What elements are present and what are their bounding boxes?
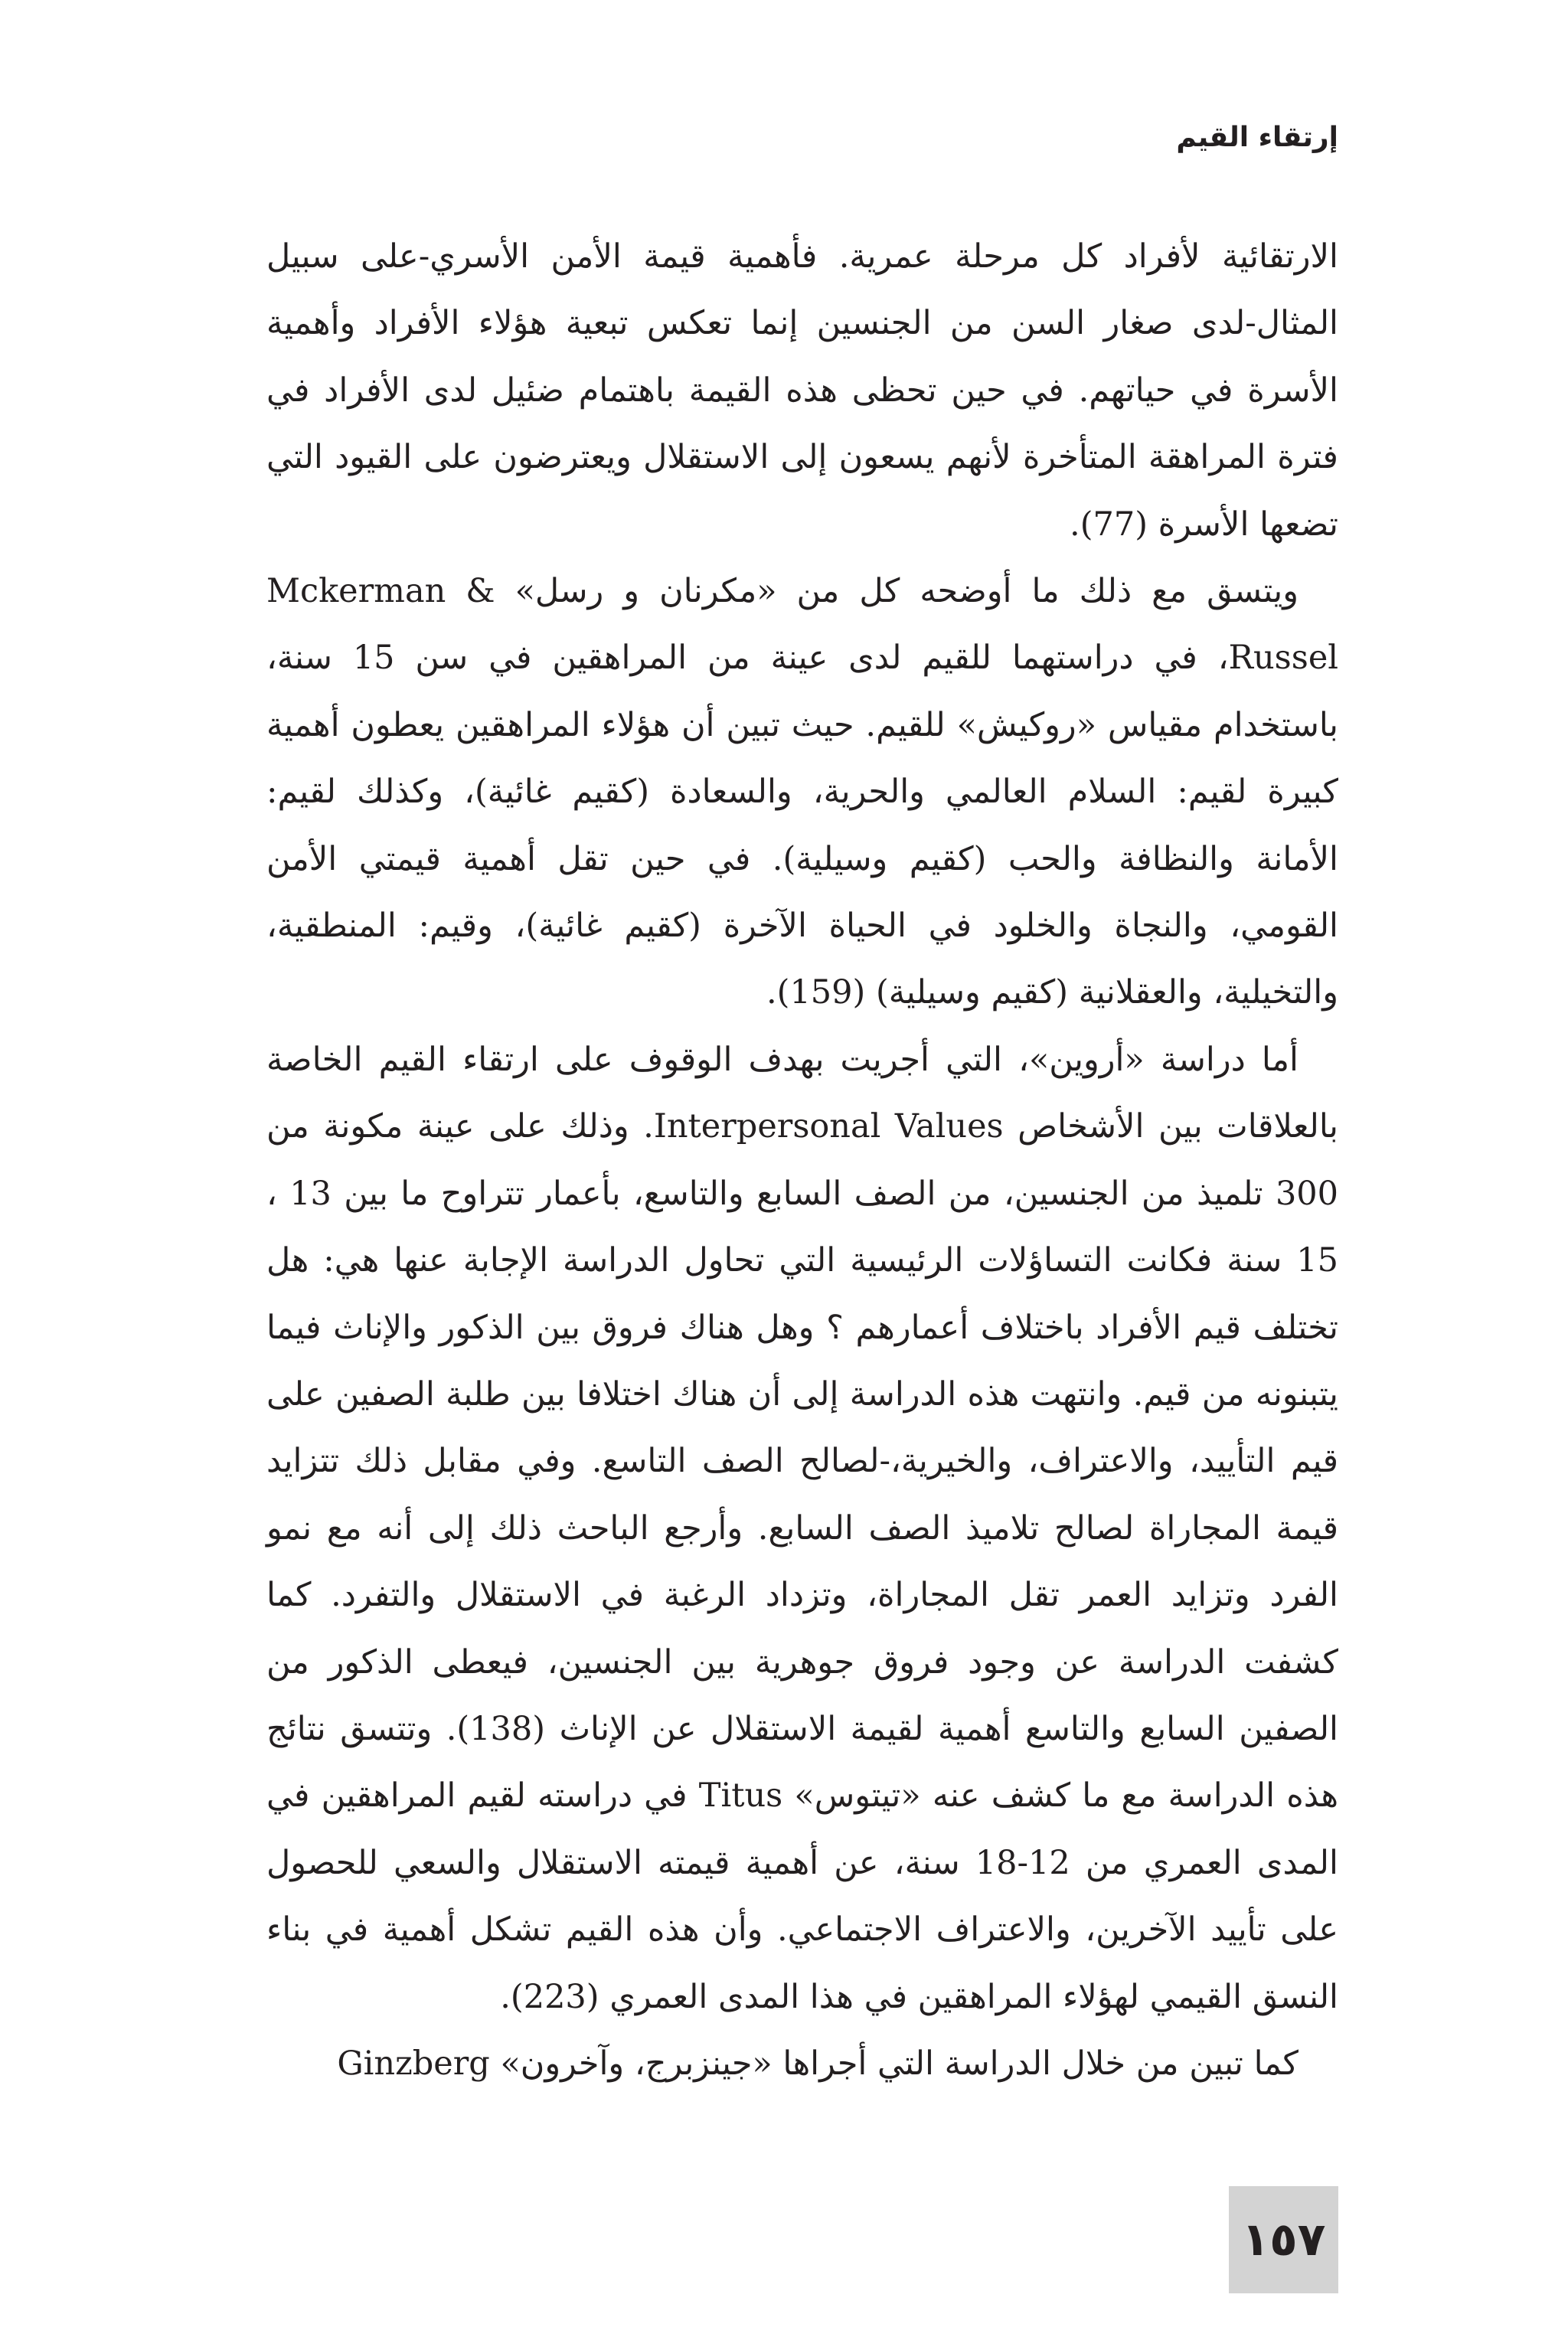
running-header (1176, 115, 1338, 161)
page-number: ١٥٧ (1241, 2213, 1326, 2267)
page-number-box (1229, 2186, 1338, 2293)
body-text (266, 224, 1338, 2097)
paragraph-2: ويتسق مع ذلك ما أوضحه كل من «مكرنان و رسل» Mckerman & Russel، في دراستهما للقيم لدى عينة من المراهقين في سن 15 سنة، باستخدام مقياس «روكيش» للقيم. حيث تبين أن هؤلاء المراهقين يعطون أهمية كبيرة لقيم: السلام العالمي والحرية، والسعادة (كقيم غائية)، وكذلك لقيم: الأمانة والنظافة والحب (كقيم وسيلية). في حين تقل أهمية قيمتي الأمن القومي، والنجاة والخلود في الحياة الآخرة (كقيم غائية)، وقيم: المنطقية، والتخيلية، والعقلانية (كقيم وسيلية) (159). (266, 572, 1339, 1012)
paragraph-3: أما دراسة «أروين»، التي أجريت بهدف الوقوف على ارتقاء القيم الخاصة بالعلاقات بين الأشخاص Interpersonal Values. وذلك على عينة مكونة من 300 تلميذ من الجنسين، من الصف السابع والتاسع، بأعمار تتراوح ما بين 13 ، 15 سنة فكانت التساؤلات الرئيسية التي تحاول الدراسة الإجابة عنها هي: هل تختلف قيم الأفراد باختلاف أعمارهم ؟ وهل هناك فروق بين الذكور والإناث فيما يتبنونه من قيم. وانتهت هذه الدراسة إلى أن هناك اختلافا بين طلبة الصفين على قيم التأييد، والاعتراف، والخيرية،-لصالح الصف التاسع. وفي مقابل ذلك تتزايد قيمة المجاراة لصالح تلاميذ الصف السابع. وأرجع الباحث ذلك إلى أنه مع نمو الفرد وتزايد العمر تقل المجاراة، وتزداد الرغبة في الاستقلال والتفرد. كما كشفت الدراسة عن وجود فروق جوهرية بين الجنسين، فيعطى الذكور من الصفين السابع والتاسع أهمية لقيمة الاستقلال عن الإناث (138). وتتسق نتائج هذه الدراسة مع ما كشف عنه «تيتوس» Titus في دراسته لقيم المراهقين في المدى العمري من 12-18 سنة، عن أهمية قيمته الاستقلال والسعي للحصول على تأييد الآخرين، والاعتراف الاجتماعي. وأن هذه القيم تشكل أهمية في بناء النسق القيمي لهؤلاء المراهقين في هذا المدى العمري (223). (266, 1040, 1339, 2016)
book-title: إرتقاء القيم (1176, 122, 1338, 153)
paragraph-1: الارتقائية لأفراد كل مرحلة عمرية. فأهمية قيمة الأمن الأسري-على سبيل المثال-لدى صغار السن من الجنسين إنما تعكس تبعية هؤلاء الأفراد وأهمية الأسرة في حياتهم. في حين تحظى هذه القيمة باهتمام ضئيل لدى الأفراد في فترة المراهقة المتأخرة لأنهم يسعون إلى الاستقلال ويعترضون على القيود التي تضعها الأسرة (77). (266, 237, 1338, 544)
paragraph-4: كما تبين من خلال الدراسة التي أجراها «جينزبرج، وآخرون» Ginzberg (337, 2044, 1298, 2083)
